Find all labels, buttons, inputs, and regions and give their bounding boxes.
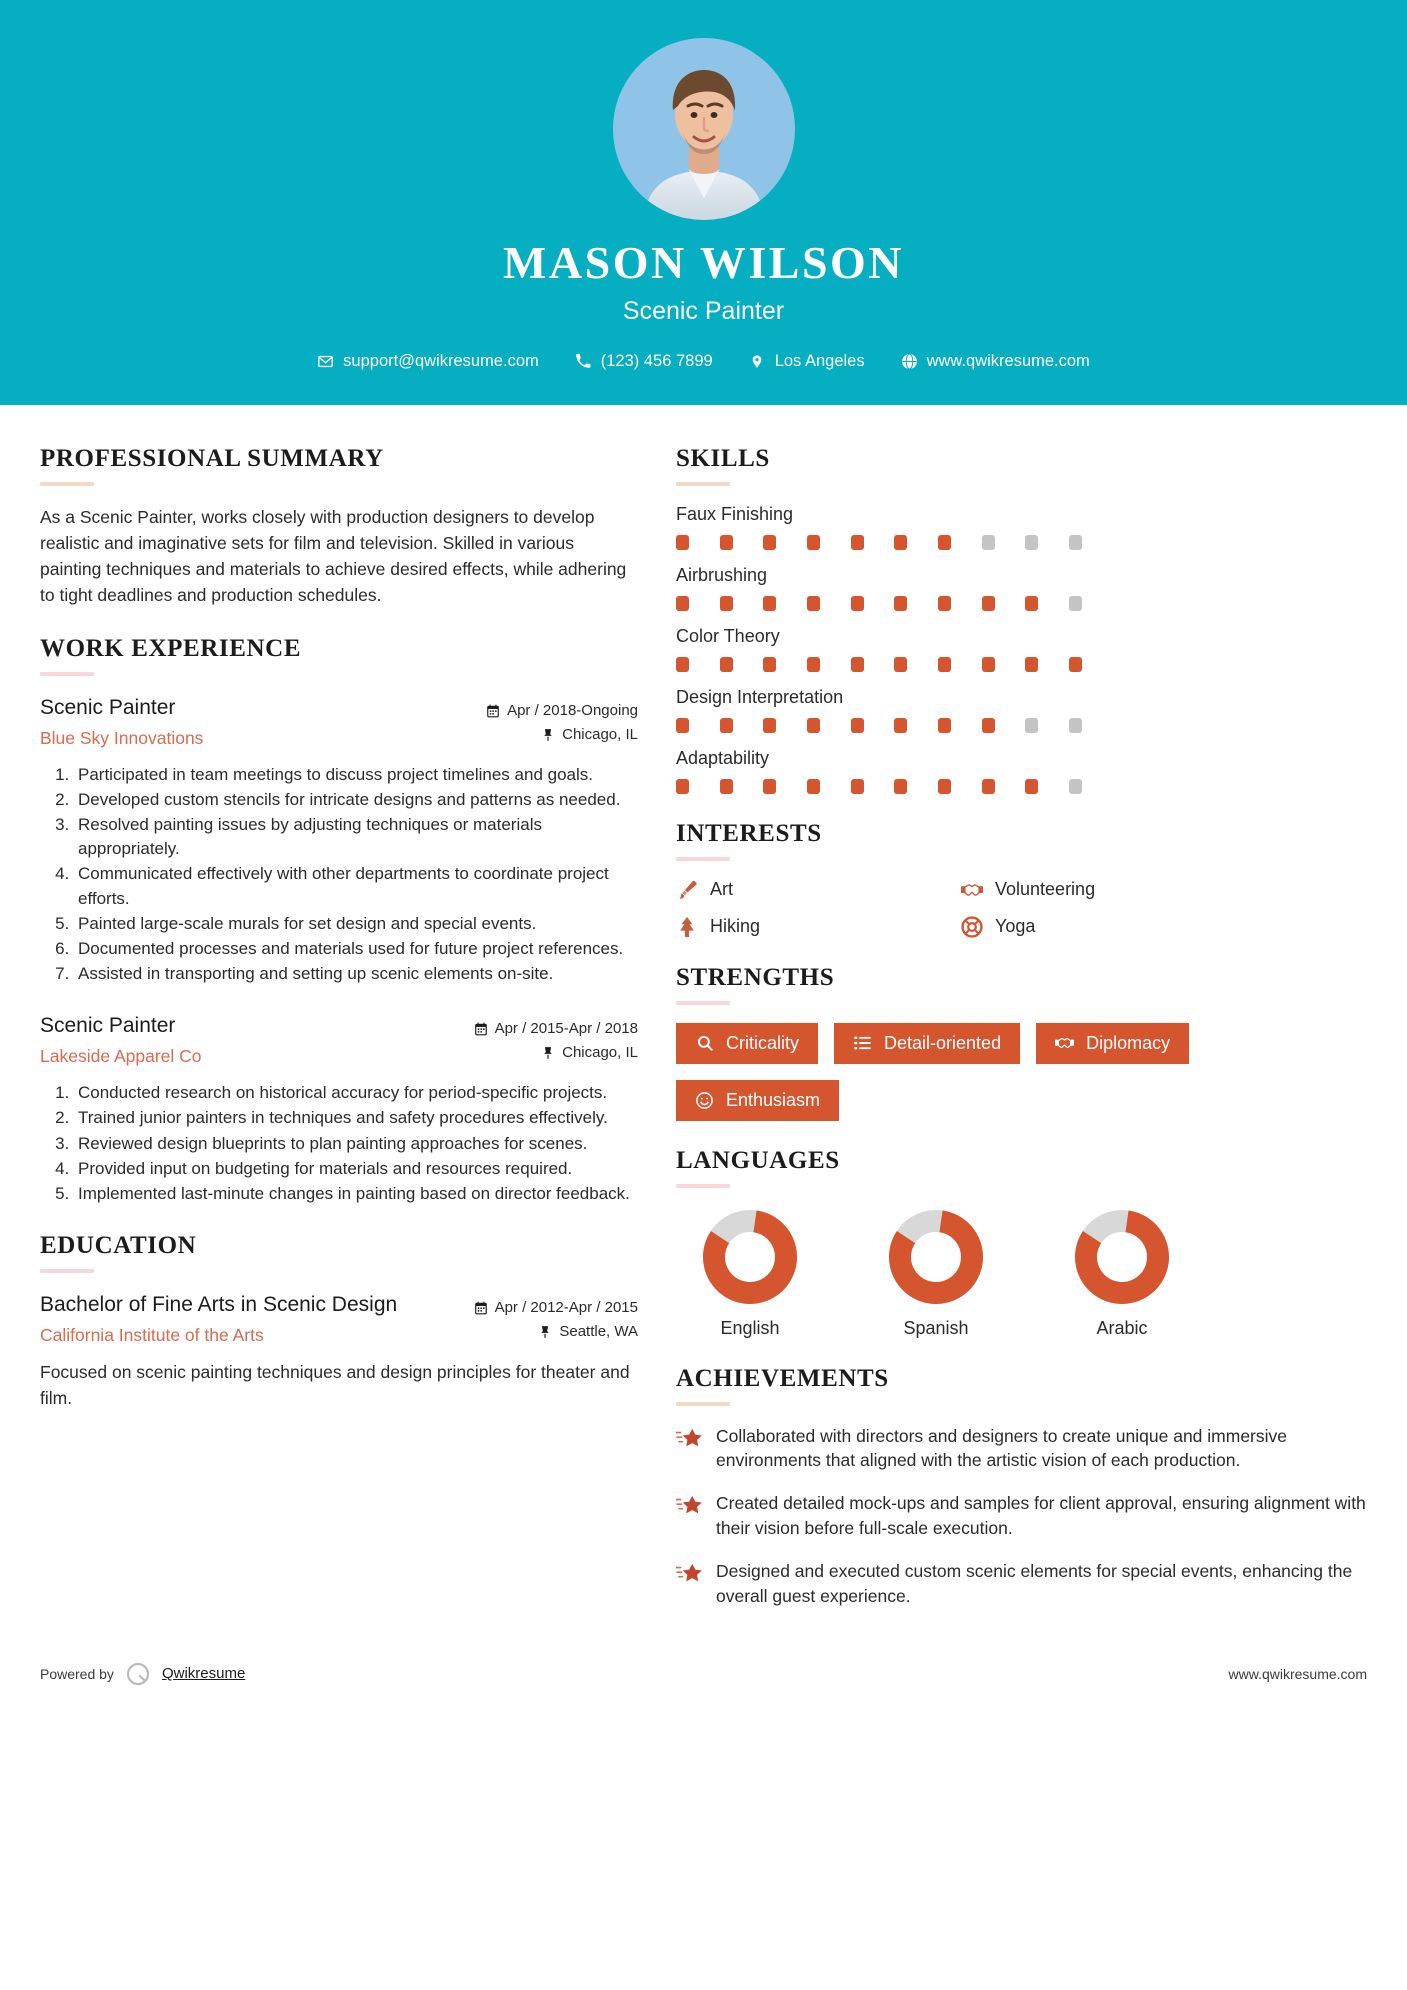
experience-item: [40, 694, 638, 986]
skill-dot: [720, 657, 733, 672]
bullet-item: 1. Participated in team meetings to discuss project timelines and goals.: [74, 763, 638, 787]
education-meta: [474, 1291, 638, 1344]
experience-role: Scenic Painter: [40, 695, 176, 719]
bullet-item: 6. Documented processes and materials used for future project references.: [74, 937, 638, 961]
experience-item: [40, 1012, 638, 1206]
skill-dot: [982, 718, 995, 733]
section-education: [40, 1232, 638, 1411]
page-title: MASON WILSON: [502, 237, 905, 288]
skill-dot: [851, 779, 864, 794]
skill-dot: [720, 779, 733, 794]
skill-dot: [676, 779, 689, 794]
interest-item-art: [676, 879, 951, 901]
envelope-icon: [317, 353, 334, 370]
calendar-icon: [474, 1022, 488, 1036]
strength-label: Detail-oriented: [884, 1033, 1002, 1054]
experience-header: [40, 694, 638, 749]
footer-powered-label: Powered by: [40, 1665, 114, 1682]
section-heading-interests: INTERESTS: [676, 819, 822, 847]
experience-role: Scenic Painter: [40, 1014, 176, 1038]
pushpin-icon: [538, 1325, 552, 1339]
skill-dot: [676, 596, 689, 611]
language-donut-chart: [1054, 1206, 1190, 1308]
language-label: Spanish: [903, 1317, 969, 1338]
section-interests: [676, 820, 1366, 938]
education-item: [40, 1291, 638, 1411]
section-rule: [676, 1001, 730, 1005]
qwikresume-logo-icon: [125, 1661, 151, 1687]
bullet-item: 2. Developed custom stencils for intricate designs and patterns as needed.: [74, 788, 638, 812]
magnifier-icon: [695, 1034, 714, 1053]
skill-label: Color Theory: [676, 625, 780, 646]
section-heading-skills: SKILLS: [676, 444, 770, 472]
contact-row: [0, 352, 1407, 371]
skill-dot: [938, 718, 951, 733]
education-degree: Bachelor of Fine Arts in Scenic Design: [40, 1292, 398, 1316]
interest-label: Art: [710, 879, 734, 900]
strength-label: Criticality: [726, 1033, 800, 1054]
experience-location: [474, 1041, 638, 1065]
skill-dot: [720, 718, 733, 733]
achievement-text: Collaborated with directors and designers to create unique and immersive environments that aligned with the artistic vision of each production.: [716, 1425, 1287, 1471]
strength-chip-enthusiasm: [676, 1080, 839, 1121]
section-work-experience: [40, 635, 638, 1206]
skill-dot: [676, 535, 689, 550]
strength-chip-criticality: [676, 1023, 818, 1064]
languages-row: [676, 1206, 1366, 1339]
section-languages: [676, 1147, 1366, 1339]
bullet-item: 5. Implemented last-minute changes in painting based on director feedback.: [74, 1182, 638, 1206]
skill-dot: [763, 657, 776, 672]
section-heading-summary: PROFESSIONAL SUMMARY: [40, 444, 384, 472]
footer-brand-link[interactable]: Qwikresume: [161, 1665, 246, 1683]
phone-icon: [575, 353, 592, 370]
skill-dot: [982, 596, 995, 611]
section-skills: [676, 445, 1366, 794]
experience-bullets: [40, 1081, 638, 1206]
pushpin-icon: [541, 1046, 555, 1060]
bullet-item: 3. Reviewed design blueprints to plan painting approaches for scenes.: [74, 1132, 638, 1156]
achievement-text: Created detailed mock-ups and samples for client approval, ensuring alignment with their vision before full-scale execution.: [716, 1493, 1366, 1539]
strength-chip-detail-oriented: [834, 1023, 1020, 1064]
skill-dot: [851, 535, 864, 550]
education-location-text: Seattle, WA: [559, 1322, 638, 1340]
experience-dates-text: Apr / 2015-Apr / 2018: [494, 1020, 638, 1038]
section-rule: [40, 1269, 94, 1273]
skill-dot: [938, 535, 951, 550]
skill-dot: [1025, 718, 1038, 733]
shooting-star-icon: [676, 1494, 702, 1520]
experience-bullets: [40, 763, 638, 986]
contact-phone[interactable]: [557, 352, 731, 371]
calendar-icon: [474, 1301, 488, 1315]
experience-header: [40, 1012, 638, 1067]
skill-dot: [1069, 779, 1082, 794]
calendar-icon: [486, 704, 500, 718]
section-heading-experience: WORK EXPERIENCE: [40, 634, 302, 662]
skill-item: [676, 687, 1366, 733]
language-donut-chart: [868, 1206, 1004, 1308]
summary-text: As a Scenic Painter, works closely with production designers to develop realistic and imaginative sets for film and television. Skilled in various painting techniques and materials to achieve desired effects, while adhering to tight deadlines and production schedules.: [40, 506, 627, 606]
education-location: [474, 1320, 638, 1344]
bullet-item: 3. Resolved painting issues by adjusting techniques or materials appropriately.: [74, 813, 638, 861]
contact-website-text: www.qwikresume.com: [926, 351, 1090, 370]
skill-dot: [938, 657, 951, 672]
skill-rating: [676, 779, 1082, 794]
experience-meta: [474, 1012, 638, 1065]
skill-dot: [982, 535, 995, 550]
skill-dot: [763, 596, 776, 611]
experience-title-block: [40, 694, 486, 749]
skill-dot: [982, 779, 995, 794]
skill-dot: [807, 596, 820, 611]
experience-company: Lakeside Apparel Co: [40, 1046, 202, 1067]
interest-item-yoga: [961, 916, 1236, 938]
skill-dot: [1069, 718, 1082, 733]
skill-dot: [982, 657, 995, 672]
experience-meta: [486, 694, 638, 747]
skill-dot: [894, 535, 907, 550]
skill-dot: [1025, 779, 1038, 794]
section-rule: [676, 482, 730, 486]
skill-rating: [676, 718, 1082, 733]
skill-dot: [1069, 657, 1082, 672]
skill-dot: [1025, 535, 1038, 550]
footer-powered-by: [40, 1661, 245, 1687]
section-heading-education: EDUCATION: [40, 1231, 197, 1259]
shooting-star-icon: [676, 1427, 702, 1453]
paintbrush-icon: [676, 879, 698, 901]
experience-location-text: Chicago, IL: [562, 1044, 638, 1062]
language-item-spanish: [868, 1206, 1004, 1339]
bullet-item: 5. Painted large-scale murals for set design and special events.: [74, 912, 638, 936]
experience-dates: [474, 1017, 638, 1041]
skill-rating: [676, 596, 1082, 611]
skill-dot: [894, 779, 907, 794]
skill-dot: [720, 535, 733, 550]
section-rule: [40, 672, 94, 676]
smiley-icon: [695, 1091, 714, 1110]
resume-header: [0, 0, 1407, 405]
education-title-block: [40, 1291, 474, 1346]
education-school: California Institute of the Arts: [40, 1325, 264, 1346]
section-heading-languages: LANGUAGES: [676, 1146, 840, 1174]
skill-dot: [938, 779, 951, 794]
job-subtitle: Scenic Painter: [622, 296, 785, 325]
bullet-item: 1. Conducted research on historical accuracy for period-specific projects.: [74, 1081, 638, 1105]
section-heading-strengths: STRENGTHS: [676, 963, 835, 991]
skill-dot: [720, 596, 733, 611]
profile-photo-icon: [613, 38, 795, 220]
lifebuoy-icon: [961, 916, 983, 938]
contact-email-text: support@qwikresume.com: [343, 351, 539, 370]
language-donut-chart: [682, 1206, 818, 1308]
skill-item: [676, 748, 1366, 794]
education-header: [40, 1291, 638, 1346]
skill-dot: [676, 657, 689, 672]
skill-dot: [894, 657, 907, 672]
skill-dot: [763, 779, 776, 794]
location-pin-icon: [749, 353, 766, 370]
section-professional-summary: [40, 445, 638, 609]
skill-dot: [851, 596, 864, 611]
skill-dot: [851, 718, 864, 733]
experience-location: [486, 723, 638, 747]
strength-chip-diplomacy: [1036, 1023, 1189, 1064]
language-label: Arabic: [1096, 1317, 1148, 1338]
skill-dot: [1069, 535, 1082, 550]
skill-dot: [807, 779, 820, 794]
skill-rating: [676, 535, 1082, 550]
footer-website[interactable]: www.qwikresume.com: [1228, 1665, 1367, 1682]
pushpin-icon: [541, 728, 555, 742]
achievement-item: [676, 1424, 1366, 1474]
skill-dot: [1025, 657, 1038, 672]
interest-label: Volunteering: [995, 879, 1096, 900]
skill-dot: [894, 718, 907, 733]
contact-location-text: Los Angeles: [774, 351, 865, 370]
avatar: [613, 38, 795, 220]
experience-dates: [486, 699, 638, 723]
tree-icon: [676, 916, 698, 938]
resume-body: [0, 405, 1407, 1635]
skill-dot: [807, 535, 820, 550]
handshake-icon: [961, 879, 983, 901]
section-rule: [676, 1184, 730, 1188]
strength-label: Enthusiasm: [726, 1090, 821, 1111]
skill-item: [676, 565, 1366, 611]
language-label: English: [720, 1317, 780, 1338]
achievement-item: [676, 1559, 1366, 1609]
achievement-text: Designed and executed custom scenic elements for special events, enhancing the overall guest experience.: [716, 1560, 1353, 1606]
skill-dot: [1025, 596, 1038, 611]
section-heading-achievements: ACHIEVEMENTS: [676, 1364, 889, 1392]
bullet-item: 7. Assisted in transporting and setting up scenic elements on-site.: [74, 962, 638, 986]
experience-location-text: Chicago, IL: [562, 725, 638, 743]
section-rule: [676, 857, 730, 861]
skill-dot: [676, 718, 689, 733]
handshake-icon: [1055, 1034, 1074, 1053]
strengths-list: [676, 1023, 1236, 1121]
contact-location[interactable]: [731, 352, 883, 371]
bullet-item: 4. Communicated effectively with other departments to coordinate project efforts.: [74, 862, 638, 910]
bullet-item: 4. Provided input on budgeting for materials and resources required.: [74, 1157, 638, 1181]
interest-label: Hiking: [710, 916, 761, 937]
bullet-item: 2. Trained junior painters in techniques and safety procedures effectively.: [74, 1106, 638, 1130]
page-footer: [0, 1635, 1407, 1709]
skill-label: Airbrushing: [676, 564, 768, 585]
achievement-item: [676, 1491, 1366, 1541]
contact-email[interactable]: [299, 352, 557, 371]
skill-dot: [1069, 596, 1082, 611]
contact-website[interactable]: [883, 352, 1108, 371]
education-description: Focused on scenic painting techniques and design principles for theater and film.: [40, 1362, 630, 1408]
skill-dot: [851, 657, 864, 672]
right-column: [676, 445, 1366, 1635]
experience-company: Blue Sky Innovations: [40, 727, 204, 748]
interest-label: Yoga: [995, 916, 1036, 937]
left-column: [40, 445, 638, 1437]
skill-label: Design Interpretation: [676, 686, 844, 707]
skill-dot: [763, 535, 776, 550]
skill-item: [676, 626, 1366, 672]
interest-item-hiking: [676, 916, 951, 938]
section-achievements: [676, 1365, 1366, 1609]
skill-label: Adaptability: [676, 747, 770, 768]
experience-dates-text: Apr / 2018-Ongoing: [507, 701, 638, 719]
skill-dot: [763, 718, 776, 733]
list-icon: [853, 1034, 872, 1053]
section-rule: [676, 1402, 730, 1406]
education-dates: [474, 1296, 638, 1320]
skill-label: Faux Finishing: [676, 503, 794, 524]
interest-item-volunteering: [961, 879, 1236, 901]
globe-icon: [901, 353, 918, 370]
interests-grid: [676, 879, 1236, 938]
language-item-arabic: [1054, 1206, 1190, 1339]
language-item-english: [682, 1206, 818, 1339]
section-strengths: [676, 964, 1366, 1121]
shooting-star-icon: [676, 1562, 702, 1588]
skill-item: [676, 504, 1366, 550]
skill-dot: [807, 718, 820, 733]
strength-label: Diplomacy: [1086, 1033, 1171, 1054]
experience-title-block: [40, 1012, 474, 1067]
contact-phone-text: (123) 456 7899: [600, 351, 713, 370]
skill-dot: [894, 596, 907, 611]
section-rule: [40, 482, 94, 486]
skill-dot: [807, 657, 820, 672]
skill-dot: [938, 596, 951, 611]
skill-rating: [676, 657, 1082, 672]
education-dates-text: Apr / 2012-Apr / 2015: [494, 1298, 638, 1316]
